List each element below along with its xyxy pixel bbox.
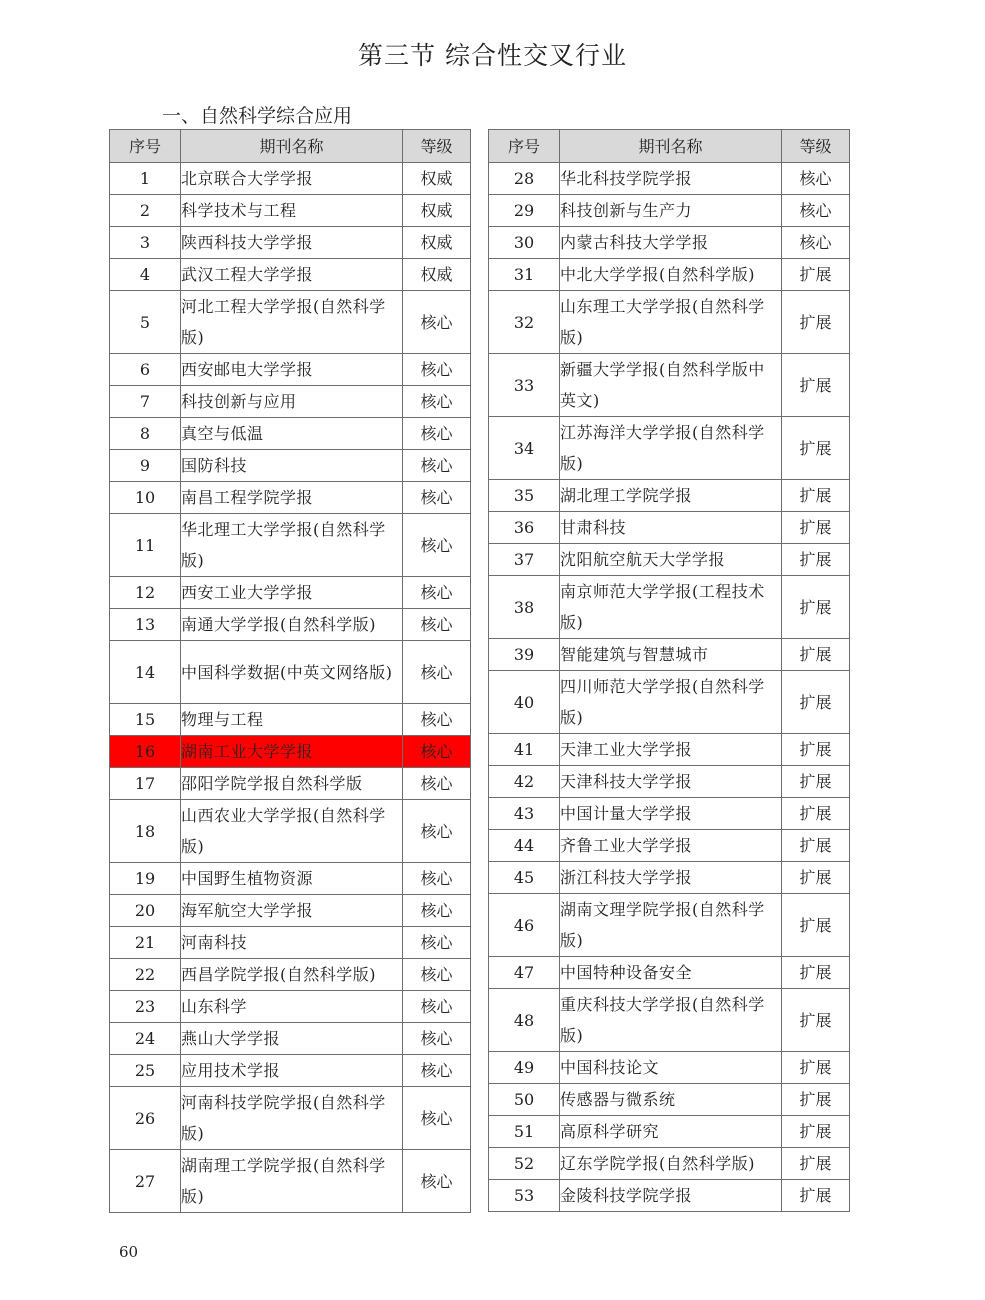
- table-body-left: [110, 163, 471, 1213]
- table-row: [489, 512, 850, 544]
- table-row: [110, 1055, 471, 1087]
- journal-grade: 扩展: [782, 830, 850, 862]
- journal-name: 内蒙古科技大学学报: [560, 227, 782, 259]
- table-row: [110, 514, 471, 577]
- row-number: 13: [110, 609, 181, 641]
- journal-grade: 扩展: [782, 1116, 850, 1148]
- table-row: [489, 989, 850, 1052]
- table-row: [110, 386, 471, 418]
- journal-name: 湖北理工学院学报: [560, 480, 782, 512]
- row-number: 16: [110, 736, 181, 768]
- row-number: 35: [489, 480, 560, 512]
- table-row: [489, 1148, 850, 1180]
- journal-name: 河北工程大学学报(自然科学版): [181, 291, 403, 354]
- journal-grade: 核心: [782, 195, 850, 227]
- row-number: 40: [489, 671, 560, 734]
- journal-name: 江苏海洋大学学报(自然科学版): [560, 417, 782, 480]
- table-row: [110, 991, 471, 1023]
- journal-name: 陕西科技大学学报: [181, 227, 403, 259]
- table-body-right: [489, 163, 850, 1212]
- journal-name: 天津工业大学学报: [560, 734, 782, 766]
- row-number: 10: [110, 482, 181, 514]
- journal-name: 西安邮电大学学报: [181, 354, 403, 386]
- table-row: [489, 576, 850, 639]
- journal-grade: 扩展: [782, 734, 850, 766]
- journal-name: 物理与工程: [181, 704, 403, 736]
- header-no: 序号: [110, 130, 181, 163]
- journal-name: 邵阳学院学报自然科学版: [181, 768, 403, 800]
- row-number: 20: [110, 895, 181, 927]
- journal-grade: 权威: [403, 259, 471, 291]
- row-number: 44: [489, 830, 560, 862]
- journal-grade: 扩展: [782, 417, 850, 480]
- table-row: [110, 482, 471, 514]
- journal-grade: 核心: [403, 1023, 471, 1055]
- journal-name: 高原科学研究: [560, 1116, 782, 1148]
- table-row: [110, 641, 471, 704]
- journal-grade: 核心: [403, 1087, 471, 1150]
- table-row: [489, 957, 850, 989]
- row-number: 2: [110, 195, 181, 227]
- table-row: [110, 354, 471, 386]
- table-row: [110, 863, 471, 895]
- table-row: [489, 798, 850, 830]
- table-row: [110, 418, 471, 450]
- row-number: 3: [110, 227, 181, 259]
- table-row: [489, 1084, 850, 1116]
- journal-grade: 核心: [403, 577, 471, 609]
- journal-name: 山西农业大学学报(自然科学版): [181, 800, 403, 863]
- row-number: 41: [489, 734, 560, 766]
- journal-grade: 核心: [403, 418, 471, 450]
- journal-grade: 扩展: [782, 512, 850, 544]
- row-number: 42: [489, 766, 560, 798]
- table-row: [110, 291, 471, 354]
- journal-name: 中国科技论文: [560, 1052, 782, 1084]
- journal-name: 河南科技: [181, 927, 403, 959]
- row-number: 26: [110, 1087, 181, 1150]
- row-number: 31: [489, 259, 560, 291]
- journal-grade: 权威: [403, 163, 471, 195]
- table-row: [110, 768, 471, 800]
- table-row: [489, 291, 850, 354]
- table-header-row: [489, 130, 850, 163]
- row-number: 22: [110, 959, 181, 991]
- table-row: [489, 766, 850, 798]
- row-number: 33: [489, 354, 560, 417]
- table-row: [489, 862, 850, 894]
- journal-name: 智能建筑与智慧城市: [560, 639, 782, 671]
- journal-name: 四川师范大学学报(自然科学版): [560, 671, 782, 734]
- journal-name: 河南科技学院学报(自然科学版): [181, 1087, 403, 1150]
- journal-name: 海军航空大学学报: [181, 895, 403, 927]
- journal-grade: 核心: [403, 959, 471, 991]
- journal-name: 甘肃科技: [560, 512, 782, 544]
- journal-name: 齐鲁工业大学学报: [560, 830, 782, 862]
- row-number: 21: [110, 927, 181, 959]
- row-number: 36: [489, 512, 560, 544]
- journal-grade: 扩展: [782, 291, 850, 354]
- journal-name: 天津科技大学学报: [560, 766, 782, 798]
- table-row: [110, 163, 471, 195]
- table-row: [489, 259, 850, 291]
- row-number: 8: [110, 418, 181, 450]
- header-grade: 等级: [782, 130, 850, 163]
- table-row-highlighted: [110, 736, 471, 768]
- journal-name: 湖南工业大学学报: [181, 736, 403, 768]
- journal-name: 国防科技: [181, 450, 403, 482]
- journal-grade: 核心: [403, 386, 471, 418]
- journal-grade: 核心: [403, 641, 471, 704]
- row-number: 51: [489, 1116, 560, 1148]
- row-number: 32: [489, 291, 560, 354]
- row-number: 4: [110, 259, 181, 291]
- table-row: [110, 577, 471, 609]
- journal-grade: 核心: [403, 482, 471, 514]
- table-row: [110, 609, 471, 641]
- table-row: [489, 734, 850, 766]
- row-number: 17: [110, 768, 181, 800]
- journal-name: 南通大学学报(自然科学版): [181, 609, 403, 641]
- journal-grade: 扩展: [782, 798, 850, 830]
- journal-grade: 核心: [403, 704, 471, 736]
- row-number: 23: [110, 991, 181, 1023]
- journal-name: 华北科技学院学报: [560, 163, 782, 195]
- table-row: [489, 227, 850, 259]
- table-row: [110, 1087, 471, 1150]
- table-row: [110, 959, 471, 991]
- row-number: 14: [110, 641, 181, 704]
- table-row: [110, 227, 471, 259]
- journal-grade: 扩展: [782, 671, 850, 734]
- journal-name: 应用技术学报: [181, 1055, 403, 1087]
- journal-grade: 核心: [403, 800, 471, 863]
- journal-name: 北京联合大学学报: [181, 163, 403, 195]
- row-number: 28: [489, 163, 560, 195]
- row-number: 30: [489, 227, 560, 259]
- journal-name: 南昌工程学院学报: [181, 482, 403, 514]
- journal-name: 科学技术与工程: [181, 195, 403, 227]
- journal-grade: 核心: [403, 927, 471, 959]
- journal-grade: 权威: [403, 227, 471, 259]
- table-row: [489, 1052, 850, 1084]
- journal-name: 燕山大学学报: [181, 1023, 403, 1055]
- journal-grade: 扩展: [782, 1084, 850, 1116]
- header-grade: 等级: [403, 130, 471, 163]
- row-number: 39: [489, 639, 560, 671]
- journal-grade: 核心: [403, 1150, 471, 1213]
- journal-name: 科技创新与生产力: [560, 195, 782, 227]
- row-number: 47: [489, 957, 560, 989]
- row-number: 25: [110, 1055, 181, 1087]
- table-row: [110, 195, 471, 227]
- table-row: [489, 544, 850, 576]
- table-row: [489, 1116, 850, 1148]
- row-number: 50: [489, 1084, 560, 1116]
- journal-name: 真空与低温: [181, 418, 403, 450]
- page-title: 第三节 综合性交叉行业: [358, 41, 627, 70]
- table-row: [489, 480, 850, 512]
- table-row: [110, 800, 471, 863]
- journal-grade: 核心: [403, 291, 471, 354]
- journal-name: 传感器与微系统: [560, 1084, 782, 1116]
- journal-name: 湖南理工学院学报(自然科学版): [181, 1150, 403, 1213]
- journal-name: 金陵科技学院学报: [560, 1180, 782, 1212]
- row-number: 15: [110, 704, 181, 736]
- table-row: [489, 354, 850, 417]
- row-number: 18: [110, 800, 181, 863]
- row-number: 37: [489, 544, 560, 576]
- row-number: 45: [489, 862, 560, 894]
- journal-grade: 核心: [403, 736, 471, 768]
- table-row: [489, 639, 850, 671]
- header-name: 期刊名称: [560, 130, 782, 163]
- row-number: 49: [489, 1052, 560, 1084]
- row-number: 11: [110, 514, 181, 577]
- table-row: [489, 195, 850, 227]
- journal-name: 华北理工大学学报(自然科学版): [181, 514, 403, 577]
- row-number: 1: [110, 163, 181, 195]
- row-number: 19: [110, 863, 181, 895]
- journal-grade: 扩展: [782, 354, 850, 417]
- table-row: [110, 927, 471, 959]
- journal-name: 浙江科技大学学报: [560, 862, 782, 894]
- journal-name: 沈阳航空航天大学学报: [560, 544, 782, 576]
- journal-grade: 权威: [403, 195, 471, 227]
- row-number: 29: [489, 195, 560, 227]
- table-row: [110, 1150, 471, 1213]
- table-row: [110, 259, 471, 291]
- header-name: 期刊名称: [181, 130, 403, 163]
- journal-name: 湖南文理学院学报(自然科学版): [560, 894, 782, 957]
- table-row: [110, 895, 471, 927]
- row-number: 34: [489, 417, 560, 480]
- journal-table-left: [109, 129, 471, 1213]
- row-number: 38: [489, 576, 560, 639]
- journal-grade: 核心: [403, 1055, 471, 1087]
- row-number: 12: [110, 577, 181, 609]
- journal-name: 中国科学数据(中英文网络版): [181, 641, 403, 704]
- journal-grade: 核心: [403, 354, 471, 386]
- journal-grade: 扩展: [782, 576, 850, 639]
- journal-grade: 扩展: [782, 1180, 850, 1212]
- journal-name: 山东科学: [181, 991, 403, 1023]
- row-number: 52: [489, 1148, 560, 1180]
- journal-name: 山东理工大学学报(自然科学版): [560, 291, 782, 354]
- journal-grade: 扩展: [782, 259, 850, 291]
- table-row: [110, 704, 471, 736]
- journal-grade: 核心: [403, 863, 471, 895]
- table-row: [110, 450, 471, 482]
- journal-name: 辽东学院学报(自然科学版): [560, 1148, 782, 1180]
- journal-grade: 核心: [403, 895, 471, 927]
- journal-grade: 核心: [403, 450, 471, 482]
- journal-grade: 扩展: [782, 957, 850, 989]
- journal-grade: 核心: [782, 163, 850, 195]
- journal-name: 科技创新与应用: [181, 386, 403, 418]
- journal-name: 中国野生植物资源: [181, 863, 403, 895]
- table-row: [489, 163, 850, 195]
- table-header-row: [110, 130, 471, 163]
- row-number: 43: [489, 798, 560, 830]
- row-number: 46: [489, 894, 560, 957]
- row-number: 27: [110, 1150, 181, 1213]
- journal-grade: 扩展: [782, 1148, 850, 1180]
- journal-name: 中北大学学报(自然科学版): [560, 259, 782, 291]
- header-no: 序号: [489, 130, 560, 163]
- journal-grade: 核心: [403, 609, 471, 641]
- row-number: 7: [110, 386, 181, 418]
- journal-grade: 扩展: [782, 639, 850, 671]
- journal-grade: 扩展: [782, 989, 850, 1052]
- table-row: [489, 1180, 850, 1212]
- journal-grade: 核心: [403, 768, 471, 800]
- journal-name: 中国特种设备安全: [560, 957, 782, 989]
- table-row: [489, 417, 850, 480]
- journal-name: 南京师范大学学报(工程技术版): [560, 576, 782, 639]
- row-number: 24: [110, 1023, 181, 1055]
- section-heading: 一、自然科学综合应用: [162, 105, 353, 127]
- journal-name: 重庆科技大学学报(自然科学版): [560, 989, 782, 1052]
- journal-grade: 扩展: [782, 480, 850, 512]
- journal-name: 新疆大学学报(自然科学版中英文): [560, 354, 782, 417]
- row-number: 5: [110, 291, 181, 354]
- table-row: [489, 671, 850, 734]
- journal-grade: 扩展: [782, 1052, 850, 1084]
- row-number: 9: [110, 450, 181, 482]
- table-row: [489, 830, 850, 862]
- journal-grade: 核心: [782, 227, 850, 259]
- table-row: [489, 894, 850, 957]
- journal-name: 西昌学院学报(自然科学版): [181, 959, 403, 991]
- journal-grade: 扩展: [782, 862, 850, 894]
- journal-grade: 核心: [403, 991, 471, 1023]
- journal-grade: 扩展: [782, 544, 850, 576]
- row-number: 53: [489, 1180, 560, 1212]
- journal-table-right: [488, 129, 850, 1212]
- table-row: [110, 1023, 471, 1055]
- journal-grade: 扩展: [782, 766, 850, 798]
- journal-name: 武汉工程大学学报: [181, 259, 403, 291]
- journal-grade: 扩展: [782, 894, 850, 957]
- page-number: 60: [119, 1243, 139, 1261]
- journal-grade: 核心: [403, 514, 471, 577]
- journal-name: 中国计量大学学报: [560, 798, 782, 830]
- journal-name: 西安工业大学学报: [181, 577, 403, 609]
- row-number: 6: [110, 354, 181, 386]
- row-number: 48: [489, 989, 560, 1052]
